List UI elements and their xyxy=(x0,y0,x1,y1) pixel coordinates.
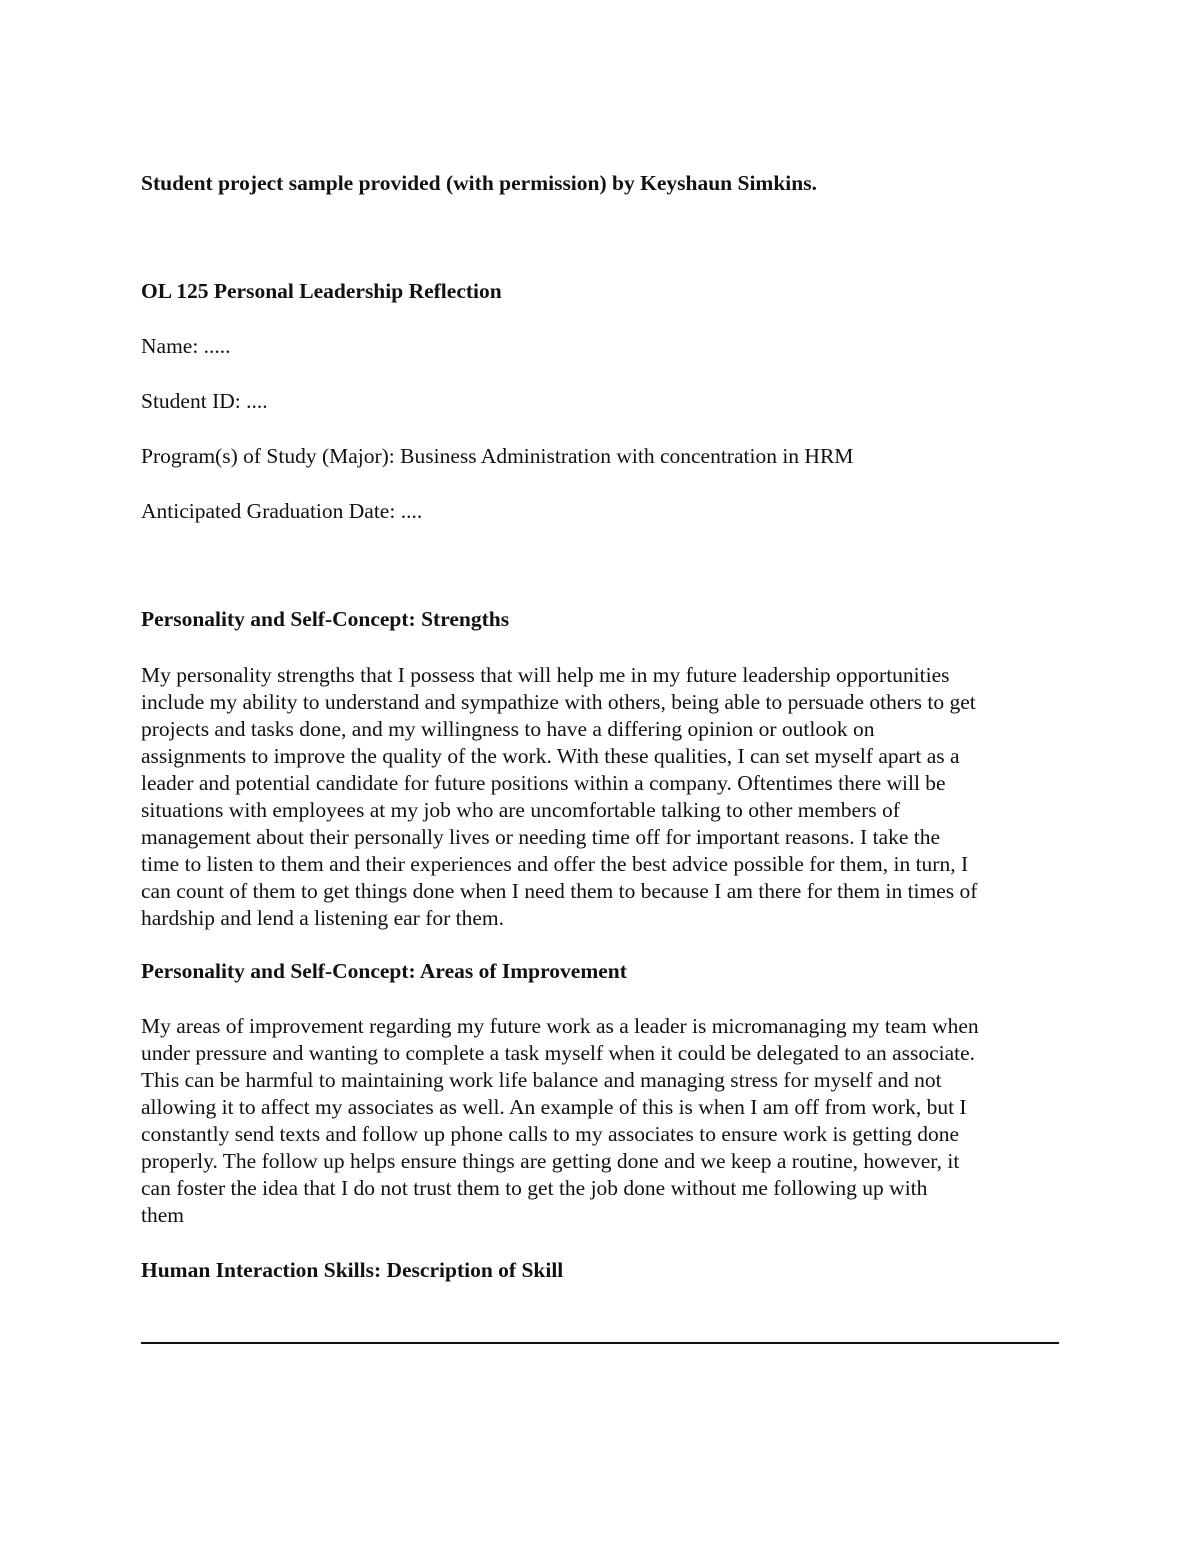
program-field: Program(s) of Study (Major): Business Administration with concentration in HRM xyxy=(141,444,854,468)
document-title: OL 125 Personal Leadership Reflection xyxy=(141,279,502,303)
paragraph-line: can count of them to get things done when I need them to because I am there for them in times of xyxy=(141,879,978,903)
paragraph-line: include my ability to understand and sympathize with others, being able to persuade others to get xyxy=(141,690,976,714)
paragraph-line: assignments to improve the quality of the work. With these qualities, I can set myself apart as a xyxy=(141,744,960,768)
paragraph-line: allowing it to affect my associates as well. An example of this is when I am off from work, but I xyxy=(141,1095,967,1119)
page-divider xyxy=(141,1342,1059,1344)
attribution-line: Student project sample provided (with permission) by Keyshaun Simkins. xyxy=(141,171,817,195)
section-heading-human-interaction: Human Interaction Skills: Description of Skill xyxy=(141,1258,564,1282)
paragraph-line: them xyxy=(141,1203,184,1227)
paragraph-line: constantly send texts and follow up phone calls to my associates to ensure work is getting done xyxy=(141,1122,960,1146)
paragraph-line: situations with employees at my job who are uncomfortable talking to other members of xyxy=(141,798,900,822)
paragraph-line: leader and potential candidate for future positions within a company. Oftentimes there will be xyxy=(141,771,946,795)
section-body-improvement xyxy=(141,1013,1061,1229)
student-id-field: Student ID: .... xyxy=(141,389,268,413)
paragraph-line: hardship and lend a listening ear for them. xyxy=(141,906,505,930)
paragraph-line: projects and tasks done, and my willingness to have a differing opinion or outlook on xyxy=(141,717,875,741)
graduation-date-field: Anticipated Graduation Date: .... xyxy=(141,499,423,523)
name-field: Name: ..... xyxy=(141,334,231,358)
paragraph-line: can foster the idea that I do not trust them to get the job done without me following up with xyxy=(141,1176,928,1200)
paragraph-line: My personality strengths that I possess that will help me in my future leadership opportunities xyxy=(141,663,950,687)
paragraph-line: management about their personally lives or needing time off for important reasons. I take the xyxy=(141,825,941,849)
paragraph-line: This can be harmful to maintaining work life balance and managing stress for myself and not xyxy=(141,1068,942,1092)
section-heading-improvement: Personality and Self-Concept: Areas of Improvement xyxy=(141,959,627,983)
paragraph-line: time to listen to them and their experiences and offer the best advice possible for them, in turn, I xyxy=(141,852,969,876)
paragraph-line: under pressure and wanting to complete a task myself when it could be delegated to an associate. xyxy=(141,1041,976,1065)
section-heading-strengths: Personality and Self-Concept: Strengths xyxy=(141,607,510,631)
section-body-strengths xyxy=(141,662,1061,932)
paragraph-line: properly. The follow up helps ensure things are getting done and we keep a routine, however, it xyxy=(141,1149,960,1173)
paragraph-line: My areas of improvement regarding my future work as a leader is micromanaging my team when xyxy=(141,1014,979,1038)
